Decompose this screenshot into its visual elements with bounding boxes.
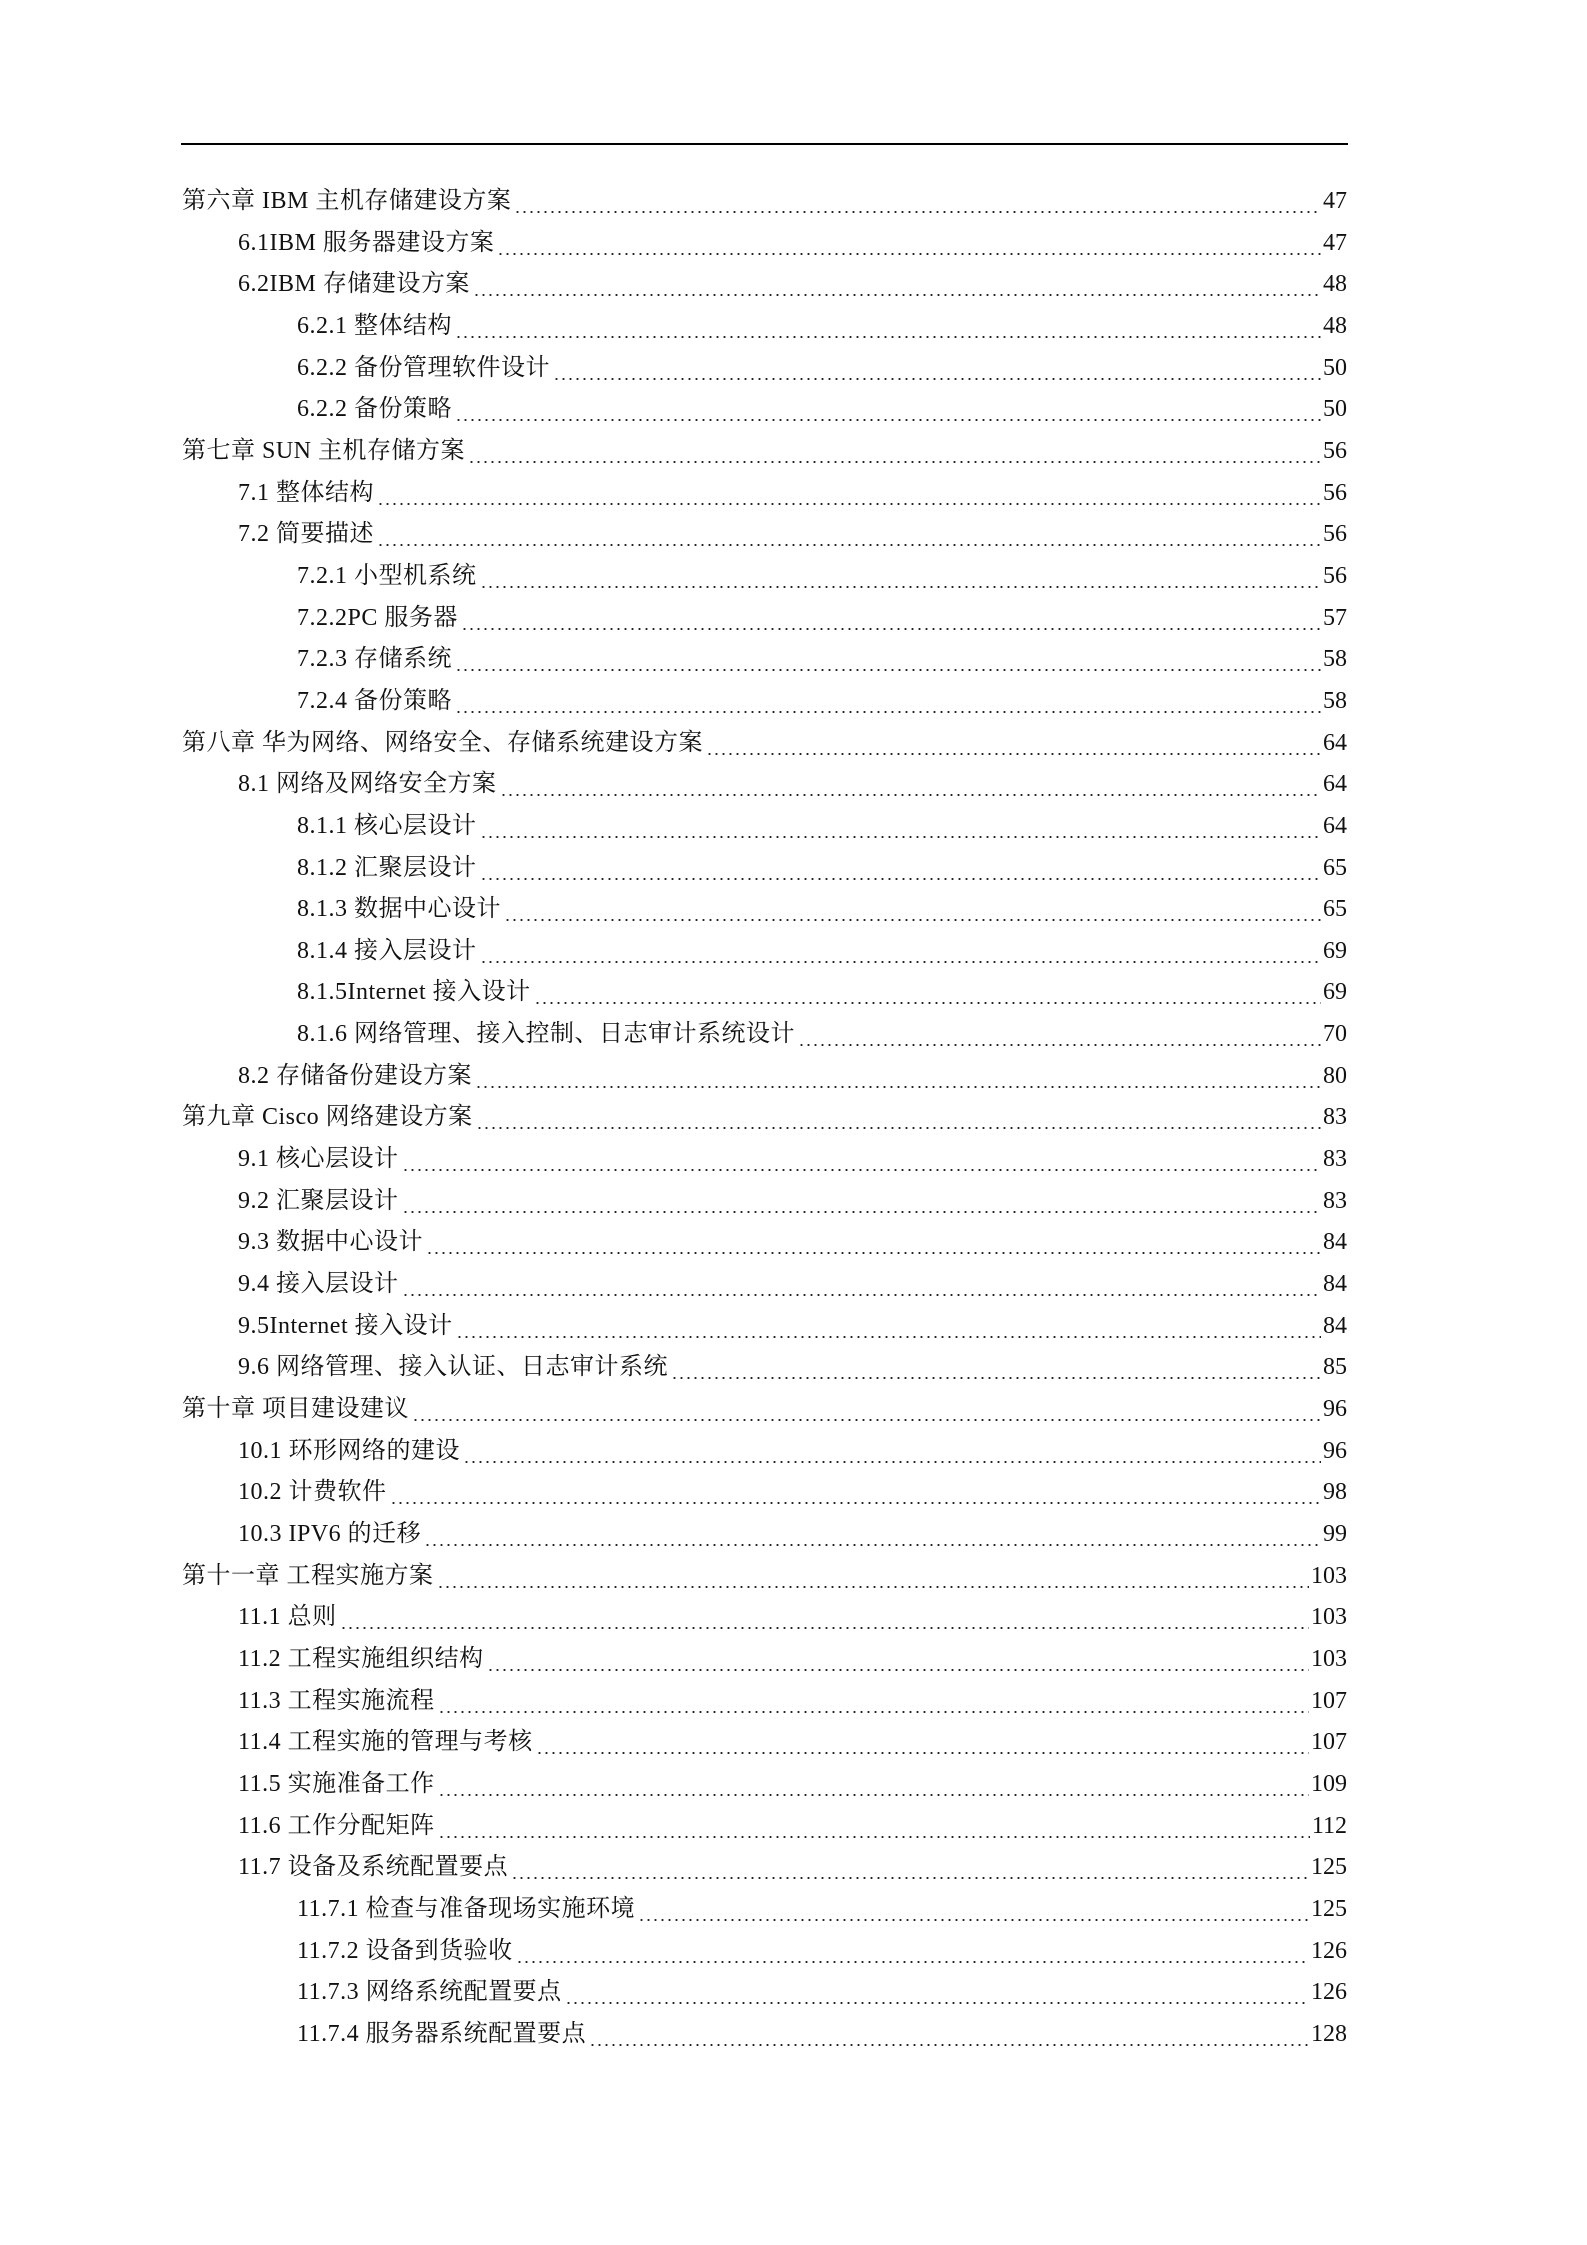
dot-leader <box>456 1306 1321 1348</box>
toc-entry-title: 11.7.3 网络系统配置要点 <box>297 1979 562 2006</box>
toc-entry-level-1[interactable] <box>0 1389 1347 1431</box>
dot-leader <box>500 764 1322 806</box>
dot-leader <box>476 1097 1321 1139</box>
toc-entry-title: 11.1 总则 <box>238 1604 337 1631</box>
dot-leader <box>480 806 1322 848</box>
dot-leader <box>511 1847 1309 1889</box>
toc-entry-page-number: 56 <box>1323 521 1347 548</box>
dot-leader <box>534 972 1321 1014</box>
toc-entry-title: 9.2 汇聚层设计 <box>238 1187 399 1214</box>
toc-entry-title: 9.4 接入层设计 <box>238 1271 399 1298</box>
dot-leader <box>638 1889 1309 1931</box>
toc-entry-title: 10.2 计费软件 <box>238 1479 387 1506</box>
toc-entry-title: 第六章 IBM 主机存储建设方案 <box>182 188 512 214</box>
toc-entry-page-number: 80 <box>1323 1062 1347 1089</box>
toc-entry-title: 第十一章 工程实施方案 <box>182 1562 434 1589</box>
toc-entry-title: 6.2.1 整体结构 <box>297 312 452 339</box>
dot-leader <box>424 1514 1321 1556</box>
dot-leader <box>438 1806 1310 1848</box>
toc-entry-level-3[interactable] <box>0 348 1347 390</box>
toc-entry-level-3[interactable] <box>0 681 1347 723</box>
dot-leader <box>497 223 1321 265</box>
toc-entry-level-1[interactable] <box>0 431 1347 473</box>
toc-entry-page-number: 107 <box>1311 1687 1347 1714</box>
dot-leader <box>475 1056 1321 1098</box>
table-of-contents <box>0 181 1587 2056</box>
toc-entry-page-number: 96 <box>1323 1396 1347 1423</box>
toc-entry-page-number: 70 <box>1323 1021 1347 1048</box>
dot-leader <box>589 2014 1309 2056</box>
toc-entry-title: 11.4 工程实施的管理与考核 <box>238 1729 533 1756</box>
toc-entry-title: 9.6 网络管理、接入认证、日志审计系统 <box>238 1354 668 1381</box>
toc-entry-level-2[interactable] <box>0 1139 1347 1181</box>
toc-entry-page-number: 112 <box>1311 1812 1347 1839</box>
dot-leader <box>437 1556 1310 1598</box>
dot-leader <box>671 1347 1321 1389</box>
toc-entry-title: 7.2.3 存储系统 <box>297 646 452 673</box>
toc-entry-title: 11.3 工程实施流程 <box>238 1687 435 1714</box>
toc-entry-page-number: 83 <box>1323 1104 1347 1131</box>
dot-leader <box>553 348 1321 390</box>
toc-entry-page-number: 65 <box>1323 896 1347 923</box>
toc-entry-level-3[interactable] <box>0 598 1347 640</box>
toc-entry-title: 11.6 工作分配矩阵 <box>238 1812 435 1839</box>
dot-leader <box>377 514 1321 556</box>
toc-entry-level-2[interactable] <box>0 1722 1347 1764</box>
toc-entry-level-3[interactable] <box>0 889 1347 931</box>
toc-entry-level-2[interactable] <box>0 764 1347 806</box>
dot-leader <box>516 1931 1309 1973</box>
toc-entry-title: 第九章 Cisco 网络建设方案 <box>182 1104 473 1131</box>
toc-entry-level-3[interactable] <box>0 306 1347 348</box>
toc-entry-level-2[interactable] <box>0 1597 1347 1639</box>
toc-entry-page-number: 84 <box>1323 1271 1347 1298</box>
toc-entry-level-3[interactable] <box>0 556 1347 598</box>
toc-entry-page-number: 69 <box>1323 937 1347 964</box>
toc-entry-page-number: 69 <box>1323 979 1347 1006</box>
dot-leader <box>402 1139 1322 1181</box>
toc-entry-title: 11.7.4 服务器系统配置要点 <box>297 2020 587 2047</box>
toc-entry-level-2[interactable] <box>0 473 1347 515</box>
header-rule <box>181 143 1348 145</box>
toc-entry-page-number: 64 <box>1323 729 1347 756</box>
toc-entry-title: 10.3 IPV6 的迁移 <box>238 1521 422 1547</box>
toc-entry-title: 6.1IBM 服务器建设方案 <box>238 229 495 256</box>
toc-entry-title: 7.2.2PC 服务器 <box>297 604 458 631</box>
dot-leader <box>412 1389 1321 1431</box>
dot-leader <box>377 473 1321 515</box>
toc-entry-level-2[interactable] <box>0 1431 1347 1473</box>
toc-entry-level-2[interactable] <box>0 1764 1347 1806</box>
toc-entry-page-number: 103 <box>1311 1604 1347 1631</box>
toc-entry-level-3[interactable] <box>0 1889 1347 1931</box>
toc-entry-page-number: 128 <box>1311 2020 1347 2047</box>
toc-entry-level-3[interactable] <box>0 848 1347 890</box>
toc-entry-title: 8.1.2 汇聚层设计 <box>297 854 477 881</box>
toc-entry-page-number: 47 <box>1323 188 1347 214</box>
toc-entry-level-3[interactable] <box>0 806 1347 848</box>
toc-entry-page-number: 56 <box>1323 479 1347 506</box>
dot-leader <box>487 1639 1309 1681</box>
dot-leader <box>480 848 1322 890</box>
toc-entry-title: 第七章 SUN 主机存储方案 <box>182 437 466 464</box>
toc-entry-page-number: 96 <box>1323 1437 1347 1464</box>
toc-entry-level-1[interactable] <box>0 1556 1347 1598</box>
toc-entry-page-number: 125 <box>1311 1854 1347 1881</box>
dot-leader <box>463 1431 1321 1473</box>
toc-entry-level-3[interactable] <box>0 1931 1347 1973</box>
toc-entry-title: 7.2.4 备份策略 <box>297 687 452 714</box>
dot-leader <box>426 1222 1321 1264</box>
toc-entry-page-number: 85 <box>1323 1354 1347 1381</box>
toc-entry-title: 8.1.3 数据中心设计 <box>297 896 501 923</box>
toc-entry-page-number: 83 <box>1323 1187 1347 1214</box>
toc-entry-title: 6.2.2 备份管理软件设计 <box>297 354 550 381</box>
toc-entry-level-3[interactable] <box>0 972 1347 1014</box>
toc-entry-page-number: 126 <box>1311 1979 1347 2006</box>
toc-entry-page-number: 84 <box>1323 1229 1347 1256</box>
toc-entry-level-2[interactable] <box>0 1306 1347 1348</box>
dot-leader <box>480 556 1322 598</box>
toc-entry-level-3[interactable] <box>0 1972 1347 2014</box>
toc-entry-page-number: 64 <box>1323 812 1347 839</box>
toc-entry-page-number: 98 <box>1323 1479 1347 1506</box>
dot-leader <box>402 1264 1322 1306</box>
toc-entry-level-2[interactable] <box>0 1472 1347 1514</box>
dot-leader <box>455 389 1321 431</box>
toc-entry-level-2[interactable] <box>0 1181 1347 1223</box>
toc-entry-level-2[interactable] <box>0 1347 1347 1389</box>
toc-entry-page-number: 48 <box>1323 271 1347 298</box>
toc-entry-title: 8.2 存储备份建设方案 <box>238 1062 472 1089</box>
toc-entry-page-number: 103 <box>1311 1562 1347 1589</box>
toc-entry-title: 9.1 核心层设计 <box>238 1146 399 1173</box>
toc-entry-level-2[interactable] <box>0 514 1347 556</box>
dot-leader <box>706 723 1321 765</box>
toc-entry-title: 7.2.1 小型机系统 <box>297 562 477 589</box>
toc-entry-page-number: 83 <box>1323 1146 1347 1173</box>
toc-entry-title: 6.2IBM 存储建设方案 <box>238 271 470 298</box>
dot-leader <box>455 681 1321 723</box>
toc-entry-page-number: 109 <box>1311 1770 1347 1797</box>
toc-entry-page-number: 126 <box>1311 1937 1347 1964</box>
toc-entry-title: 8.1.6 网络管理、接入控制、日志审计系统设计 <box>297 1021 795 1048</box>
toc-entry-title: 9.5Internet 接入设计 <box>238 1312 453 1339</box>
dot-leader <box>504 889 1321 931</box>
toc-entry-level-2[interactable] <box>0 1639 1347 1681</box>
toc-entry-title: 7.2 简要描述 <box>238 521 374 548</box>
toc-entry-level-2[interactable] <box>0 1056 1347 1098</box>
dot-leader <box>536 1722 1309 1764</box>
toc-entry-title: 11.2 工程实施组织结构 <box>238 1645 484 1672</box>
toc-entry-page-number: 58 <box>1323 646 1347 673</box>
toc-entry-page-number: 50 <box>1323 396 1347 423</box>
toc-entry-page-number: 107 <box>1311 1729 1347 1756</box>
toc-entry-title: 10.1 环形网络的建设 <box>238 1437 460 1464</box>
dot-leader <box>455 306 1321 348</box>
toc-entry-title: 9.3 数据中心设计 <box>238 1229 423 1256</box>
toc-entry-page-number: 58 <box>1323 687 1347 714</box>
toc-entry-level-2[interactable] <box>0 1681 1347 1723</box>
dot-leader <box>340 1597 1309 1639</box>
toc-entry-level-3[interactable] <box>0 389 1347 431</box>
toc-entry-level-2[interactable] <box>0 1514 1347 1556</box>
toc-entry-page-number: 99 <box>1323 1521 1347 1547</box>
toc-entry-page-number: 64 <box>1323 771 1347 798</box>
toc-entry-page-number: 57 <box>1323 604 1347 631</box>
toc-entry-level-3[interactable] <box>0 931 1347 973</box>
dot-leader <box>402 1181 1322 1223</box>
toc-entry-page-number: 47 <box>1323 229 1347 256</box>
toc-entry-level-3[interactable] <box>0 1014 1347 1056</box>
toc-entry-level-2[interactable] <box>0 264 1347 306</box>
dot-leader <box>461 598 1321 640</box>
dot-leader <box>455 639 1321 681</box>
dot-leader <box>480 931 1322 973</box>
dot-leader <box>468 431 1321 473</box>
toc-entry-level-2[interactable] <box>0 1222 1347 1264</box>
toc-entry-page-number: 56 <box>1323 437 1347 464</box>
toc-entry-level-2[interactable] <box>0 223 1347 265</box>
toc-entry-level-1[interactable] <box>0 1097 1347 1139</box>
toc-entry-level-2[interactable] <box>0 1806 1347 1848</box>
toc-entry-level-3[interactable] <box>0 2014 1347 2056</box>
dot-leader <box>438 1681 1309 1723</box>
toc-entry-level-2[interactable] <box>0 1264 1347 1306</box>
toc-entry-title: 8.1.5Internet 接入设计 <box>297 979 531 1006</box>
toc-entry-page-number: 103 <box>1311 1645 1347 1672</box>
toc-entry-title: 11.7 设备及系统配置要点 <box>238 1854 509 1881</box>
toc-entry-title: 11.7.1 检查与准备现场实施环境 <box>297 1895 636 1922</box>
toc-entry-title: 第八章 华为网络、网络安全、存储系统建设方案 <box>182 729 703 756</box>
toc-entry-level-1[interactable] <box>0 723 1347 765</box>
toc-entry-title: 11.5 实施准备工作 <box>238 1770 435 1797</box>
toc-entry-page-number: 125 <box>1311 1895 1347 1922</box>
toc-entry-title: 8.1 网络及网络安全方案 <box>238 771 497 798</box>
toc-entry-title: 11.7.2 设备到货验收 <box>297 1937 513 1964</box>
dot-leader <box>473 264 1321 306</box>
toc-entry-title: 6.2.2 备份策略 <box>297 396 452 423</box>
toc-entry-title: 8.1.1 核心层设计 <box>297 812 477 839</box>
dot-leader <box>438 1764 1309 1806</box>
toc-entry-level-1[interactable] <box>0 181 1347 223</box>
toc-entry-level-3[interactable] <box>0 639 1347 681</box>
toc-entry-title: 7.1 整体结构 <box>238 479 374 506</box>
toc-entry-title: 8.1.4 接入层设计 <box>297 937 477 964</box>
toc-entry-level-2[interactable] <box>0 1847 1347 1889</box>
dot-leader <box>798 1014 1321 1056</box>
dot-leader <box>390 1472 1322 1514</box>
dot-leader <box>514 181 1321 223</box>
toc-entry-page-number: 50 <box>1323 354 1347 381</box>
dot-leader <box>565 1972 1309 2014</box>
toc-entry-title: 第十章 项目建设建议 <box>182 1396 409 1423</box>
toc-entry-page-number: 56 <box>1323 562 1347 589</box>
toc-entry-page-number: 84 <box>1323 1312 1347 1339</box>
toc-entry-page-number: 65 <box>1323 854 1347 881</box>
toc-entry-page-number: 48 <box>1323 312 1347 339</box>
